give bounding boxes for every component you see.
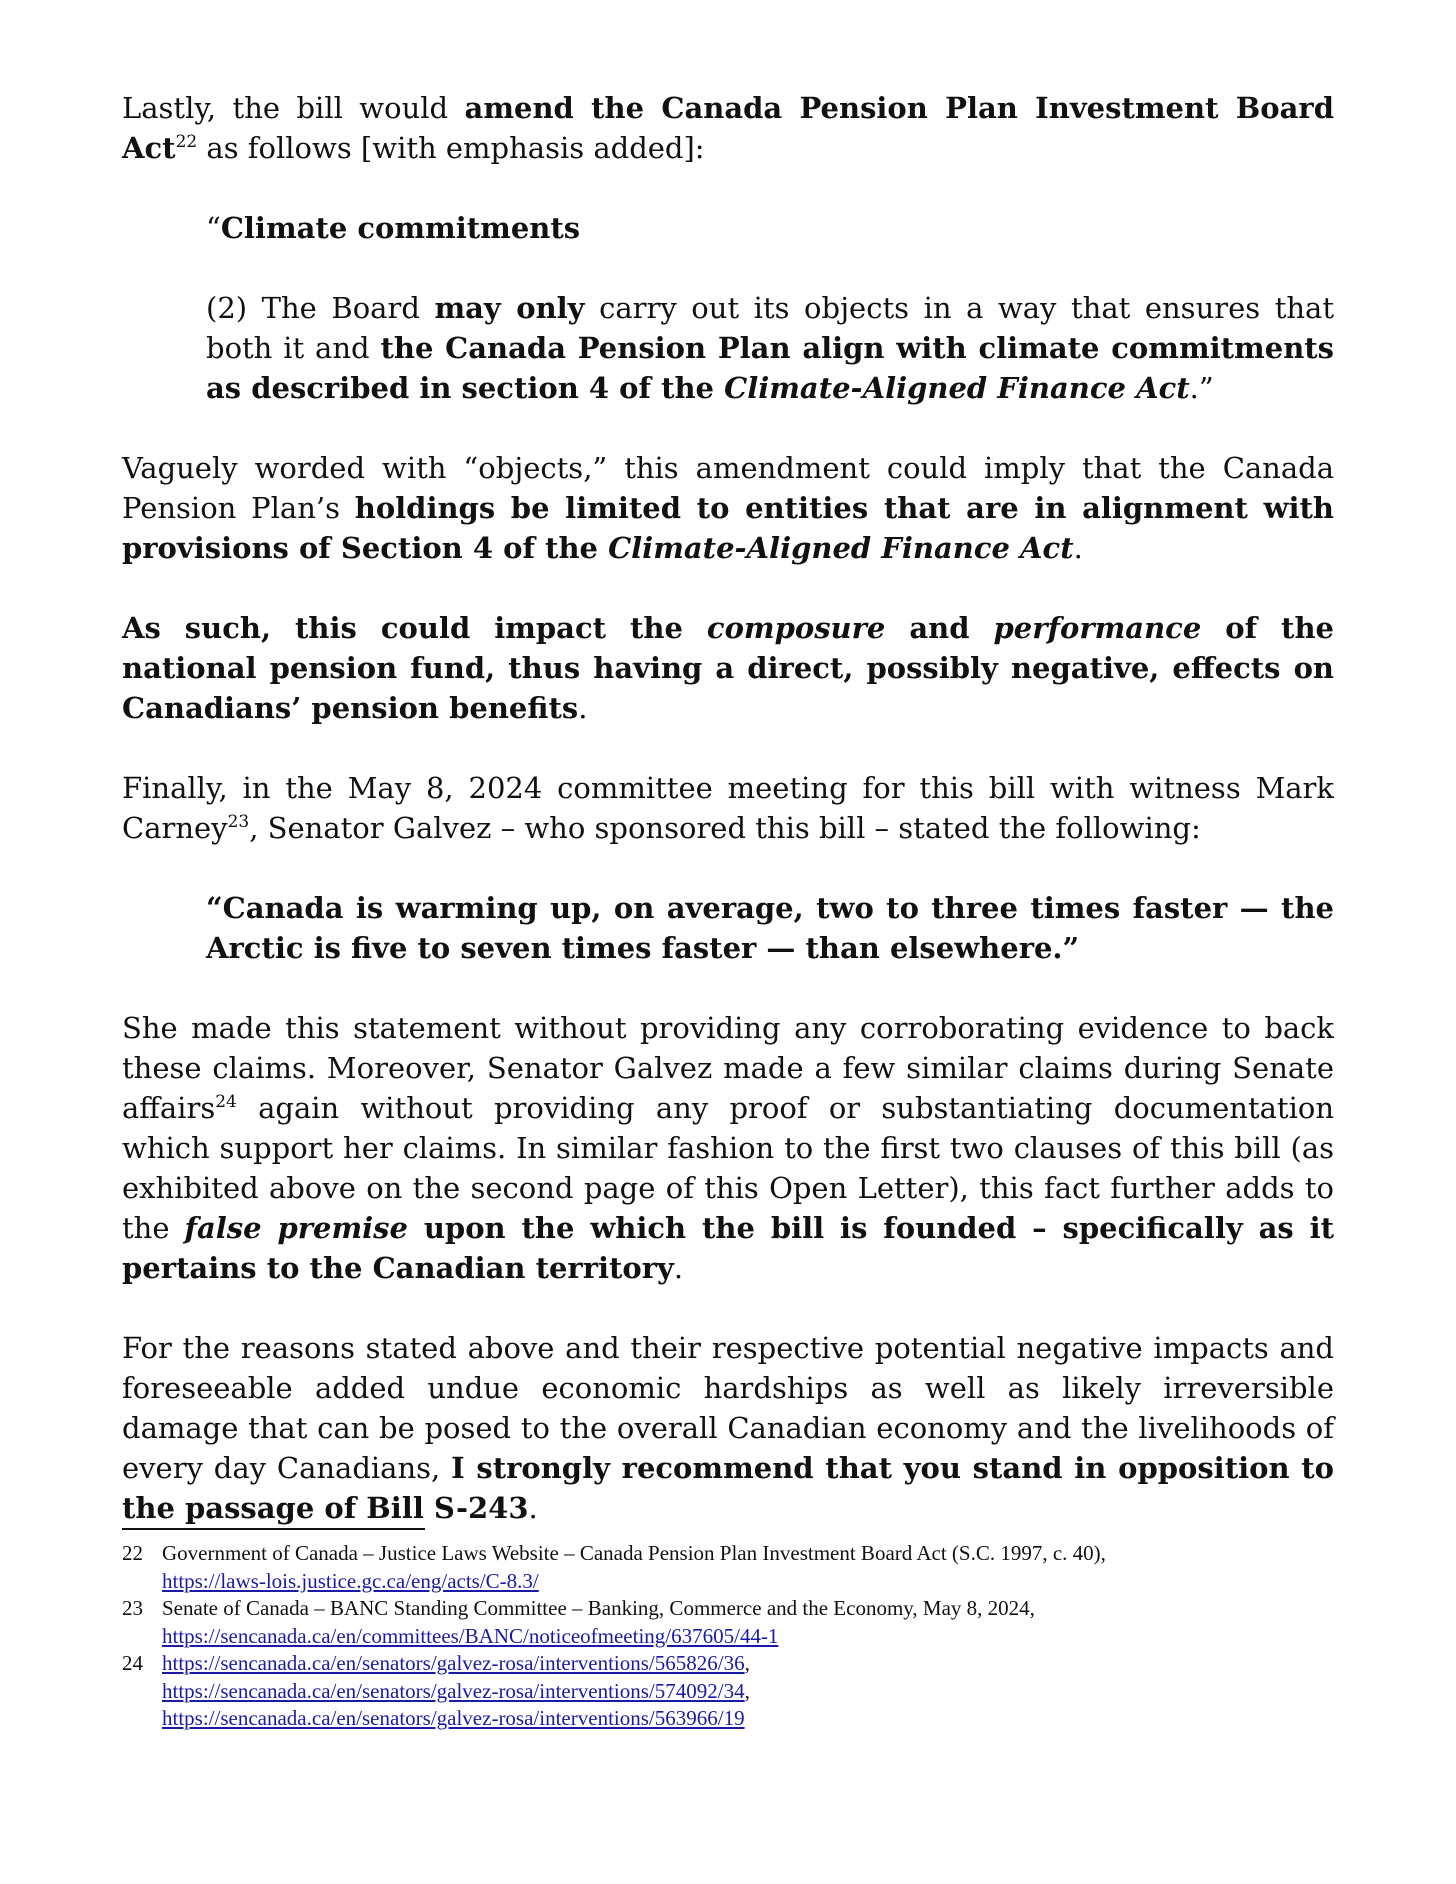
text-run: as follows [with emphasis added]: [197, 131, 705, 165]
footnote-24 [122, 1650, 1334, 1733]
open-quote: “ [206, 211, 221, 245]
paragraph-cppib-amendment [122, 88, 1334, 168]
text-run: Lastly, the bill would [122, 91, 465, 125]
bold-run: and [885, 611, 994, 645]
bold-italic-run: false premise [184, 1211, 408, 1245]
footnote-link[interactable]: https://laws-lois.justice.gc.ca/eng/acts/C-8.3/ [162, 1568, 539, 1593]
italic-run: Climate-Aligned Finance Act [608, 531, 1074, 565]
footnote-link[interactable]: https://sencanada.ca/en/senators/galvez-rosa/interventions/574092/34 [162, 1678, 745, 1703]
separator: , [744, 1678, 750, 1703]
quote-galvez [206, 888, 1334, 968]
text-run: She made this statement without providing any corroborating evidence to back these claims. Moreover, Senator Galvez made a few similar claims during Senate affairs [122, 1011, 1334, 1125]
paragraph-finally [122, 768, 1334, 848]
footnote-body [162, 1540, 1334, 1595]
bold-run: the Canada Pension Plan align with climate commitments as described in section 4 of the [206, 331, 1335, 405]
text-run: . [1073, 531, 1083, 565]
bold-run: I strongly recommend that you stand in opposition to the passage of Bill S-243 [122, 1451, 1334, 1525]
footnote-text: Senate of Canada – BANC Standing Committee – Banking, Commerce and the Economy, May 8, 2024, [162, 1596, 1035, 1620]
quote-climate-commitments [206, 288, 1334, 408]
footnote-number: 24 [122, 1651, 143, 1675]
bold-italic-run: composure [706, 611, 886, 645]
paragraph-she-made [122, 1008, 1334, 1288]
footnote-number: 23 [122, 1596, 143, 1620]
text-run: (2) The Board [206, 291, 435, 325]
text-run: carry out its objects in a way that ensures that both it and [206, 291, 1334, 365]
text-run: . [673, 1251, 684, 1285]
document-page [122, 88, 1334, 1733]
footnote-ref-22[interactable]: 22 [175, 132, 198, 153]
bold-run: of the national pension fund, thus having a direct, possibly negative, effects on Canadians’ pension benefits [122, 611, 1334, 725]
bold-run: may only [434, 291, 585, 325]
footnote-ref-24[interactable]: 24 [215, 1092, 237, 1113]
bold-run: amend the Canada Pension Plan Investment Board Act [122, 91, 1334, 165]
text-run: Vaguely worded with “objects,” this amendment could imply that the Canada Pension Plan’s [122, 451, 1334, 525]
footnote-text: Government of Canada – Justice Laws Website – Canada Pension Plan Investment Board Act (S.C. 1997, c. 40), [162, 1541, 1106, 1565]
text-run: .” [1189, 371, 1214, 405]
text-run: again without providing any proof or substantiating documentation which support her claims. In similar fashion to the first two clauses of this bill (as exhibited above on the second page of this Open Letter), this fact further adds to the [122, 1091, 1334, 1245]
footnote-link[interactable]: https://sencanada.ca/en/senators/galvez-rosa/interventions/563966/19 [162, 1706, 745, 1730]
footnote-body [162, 1595, 1334, 1650]
quote-heading [206, 208, 1334, 248]
bold-italic-run: performance [993, 611, 1202, 645]
bold-run: “Canada is warming up, on average, two to three times faster — the Arctic is five to seven times faster — than elsewhere.” [206, 891, 1334, 965]
bold-run: holdings be limited to entities that are in alignment with provisions of Section 4 of the [122, 491, 1334, 565]
separator: , [744, 1651, 750, 1675]
text-run: . [528, 1491, 538, 1525]
paragraph-vaguely-worded [122, 448, 1334, 568]
footnotes [122, 1540, 1334, 1733]
paragraph-recommendation [122, 1328, 1334, 1528]
footnote-body [162, 1650, 1334, 1733]
footnote-number: 22 [122, 1541, 143, 1565]
text-run: , Senator Galvez – who sponsored this bill – stated the following: [249, 811, 1201, 845]
heading-text: Climate commitments [220, 211, 581, 245]
footnote-link[interactable]: https://sencanada.ca/en/committees/BANC/noticeofmeeting/637605/44-1 [162, 1623, 779, 1648]
text-run: . [578, 691, 588, 725]
text-run: Finally, in the May 8, 2024 committee meeting for this bill with witness Mark Carney [122, 771, 1334, 845]
footnote-separator [122, 1528, 425, 1530]
footnote-22 [122, 1540, 1334, 1595]
bold-run: upon the which the bill is founded – specifically as it pertains to the Canadian territory [122, 1211, 1334, 1285]
footnote-link[interactable]: https://sencanada.ca/en/senators/galvez-rosa/interventions/565826/36 [162, 1651, 745, 1675]
paragraph-as-such [122, 608, 1334, 728]
footnote-ref-23[interactable]: 23 [227, 812, 250, 833]
bold-run: As such, this could impact the [122, 611, 707, 645]
text-run: For the reasons stated above and their respective potential negative impacts and foreseeable added undue economic hardships as well as likely irreversible damage that can be posed to the overall Canadian economy and the livelihoods of every day Canadians, [122, 1331, 1334, 1485]
bold-italic-run: Climate-Aligned Finance Act [724, 371, 1190, 405]
footnote-23 [122, 1595, 1334, 1650]
